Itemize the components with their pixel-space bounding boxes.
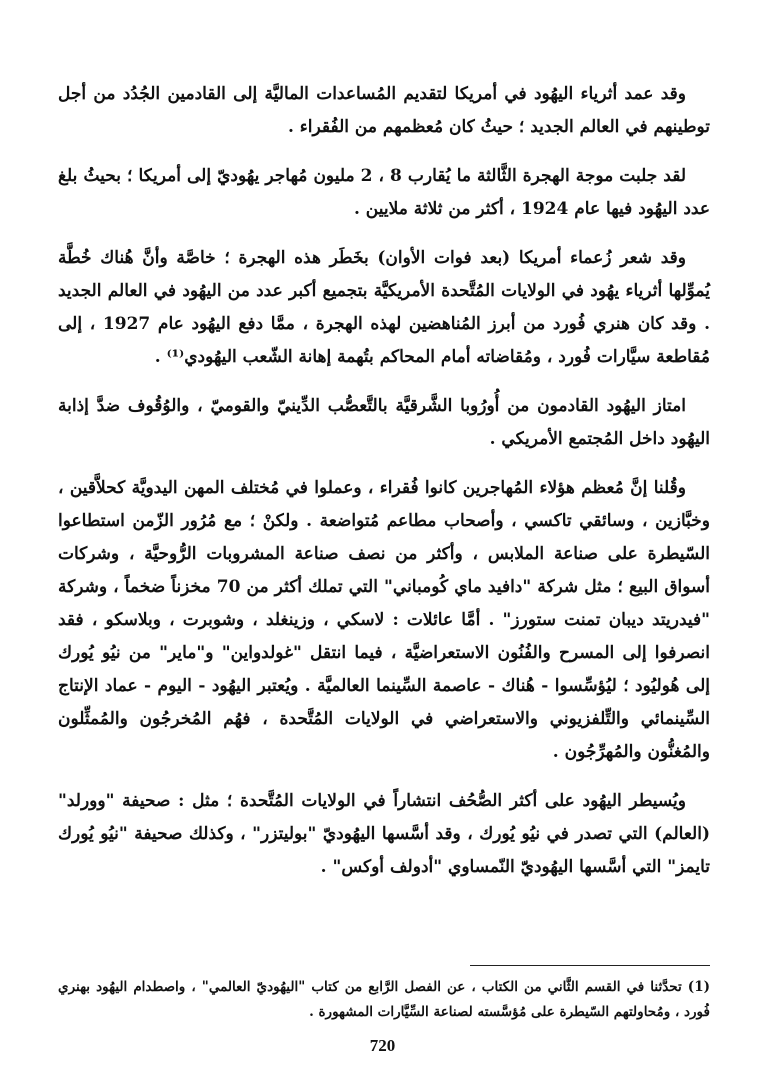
paragraph-3: وقد شعر زُعماء أمريكا (بعد فوات الأوان) بخَطَر هذه الهجرة ؛ خاصَّة وأنَّ هُناك خُطَّة يُموِّلها أثرياء يهُود في الولايات المُتَّحدة الأمريكيَّة بتجميع أكبر عدد من اليهُود في العالم الجديد . وقد كان هنري فُورد من أبرز المُناهضين لهذه الهجرة ، ممَّا دفع اليهُود عام 1927 ، إلى مُقاطعة سيَّارات فُورد ، ومُقاضاته أمام المحاكم بتُهمة إهانة الشّعب اليهُودي⁽¹⁾ . bbox=[58, 248, 710, 367]
paragraph-6: ويُسيطر اليهُود على أكثر الصُّحُف انتشاراً في الولايات المُتَّحدة ؛ مثل : صحيفة "وورلد" (العالم) التي تصدر في نيُو يُورك ، وقد أسَّسها اليهُوديّ "بوليتزر" ، وكذلك صحيفة "نيُو يُورك تايمز" التي أسَّسها اليهُوديّ النّمساوي "أدولف أوكس" . bbox=[58, 791, 710, 877]
paragraph-1: وقد عمد أثرياء اليهُود في أمريكا لتقديم المُساعدات الماليَّة إلى القادمين الجُدُد من أجل توطينهم في العالم الجديد ؛ حيثُ كان مُعظمهم من الفُقراء . bbox=[58, 84, 710, 137]
paragraph-5: وقُلنا إنَّ مُعظم هؤلاء المُهاجرين كانوا فُقراء ، وعملوا في مُختلف المهن اليدويَّة كحلاَّقين ، وخبَّازين ، وسائقي تاكسي ، وأصحاب مطاعم مُتواضعة . ولكنْ ؛ مع مُرُور الزّمن استطاعوا السّيطرة على صناعة الملابس ، وأكثر من نصف صناعة المشروبات الرُّوحيَّة ، وشركات أسواق البيع ؛ مثل شركة "دافيد ماي كُومباني" التي تملك أكثر من 70 مخزناً ضخماً ، وشركة "فيدريتد ديبان تمنت ستورز" . أمَّا عائلات : لاسكي ، وزينغلد ، وشوبرت ، وبلاسكو ، فقد انصرفوا إلى المسرح والفُنُون الاستعراضيَّة ، فيما انتقل "غولدواين" و"ماير" من نيُو يُورك إلى هُوليُود ؛ ليُؤسِّسوا - هُناك - عاصمة السِّينما العالميَّة . ويُعتبر اليهُود - اليوم - عماد الإنتاج السِّينمائي والتِّلفزيوني والاستعراضي في الولايات المُتَّحدة ، فهُم المُخرجُون والمُمثِّلون والمُغنُّون والمُهرِّجُون . bbox=[58, 478, 710, 762]
footnote: (1) تحدَّثنا في القسم الثَّاني من الكتاب ، عن الفصل الرَّابع من كتاب "اليهُوديّ العالمي" ، واصطدام اليهُود بهنري فُورد ، ومُحاولتهم السّيطرة على مُؤسَّسته لصناعة السِّيَّارات المشهورة . bbox=[58, 979, 710, 1020]
page-body bbox=[58, 78, 710, 900]
footnote-divider bbox=[470, 965, 710, 966]
page-number: 720 bbox=[369, 1036, 396, 1055]
paragraph-4: امتاز اليهُود القادمون من أُورُوبا الشَّرقيَّة بالتَّعصُّب الدِّينيّ والقوميّ ، والوُقُوف ضدَّ إذابة اليهُود داخل المُجتمع الأمريكي . bbox=[58, 396, 710, 449]
paragraph-2: لقد جلبت موجة الهجرة الثَّالثة ما يُقارب 8 ، 2 مليون مُهاجر يهُوديّ إلى أمريكا ؛ بحيثُ بلغ عدد اليهُود فيها عام 1924 ، أكثر من ثلاثة ملايين . bbox=[58, 166, 710, 219]
